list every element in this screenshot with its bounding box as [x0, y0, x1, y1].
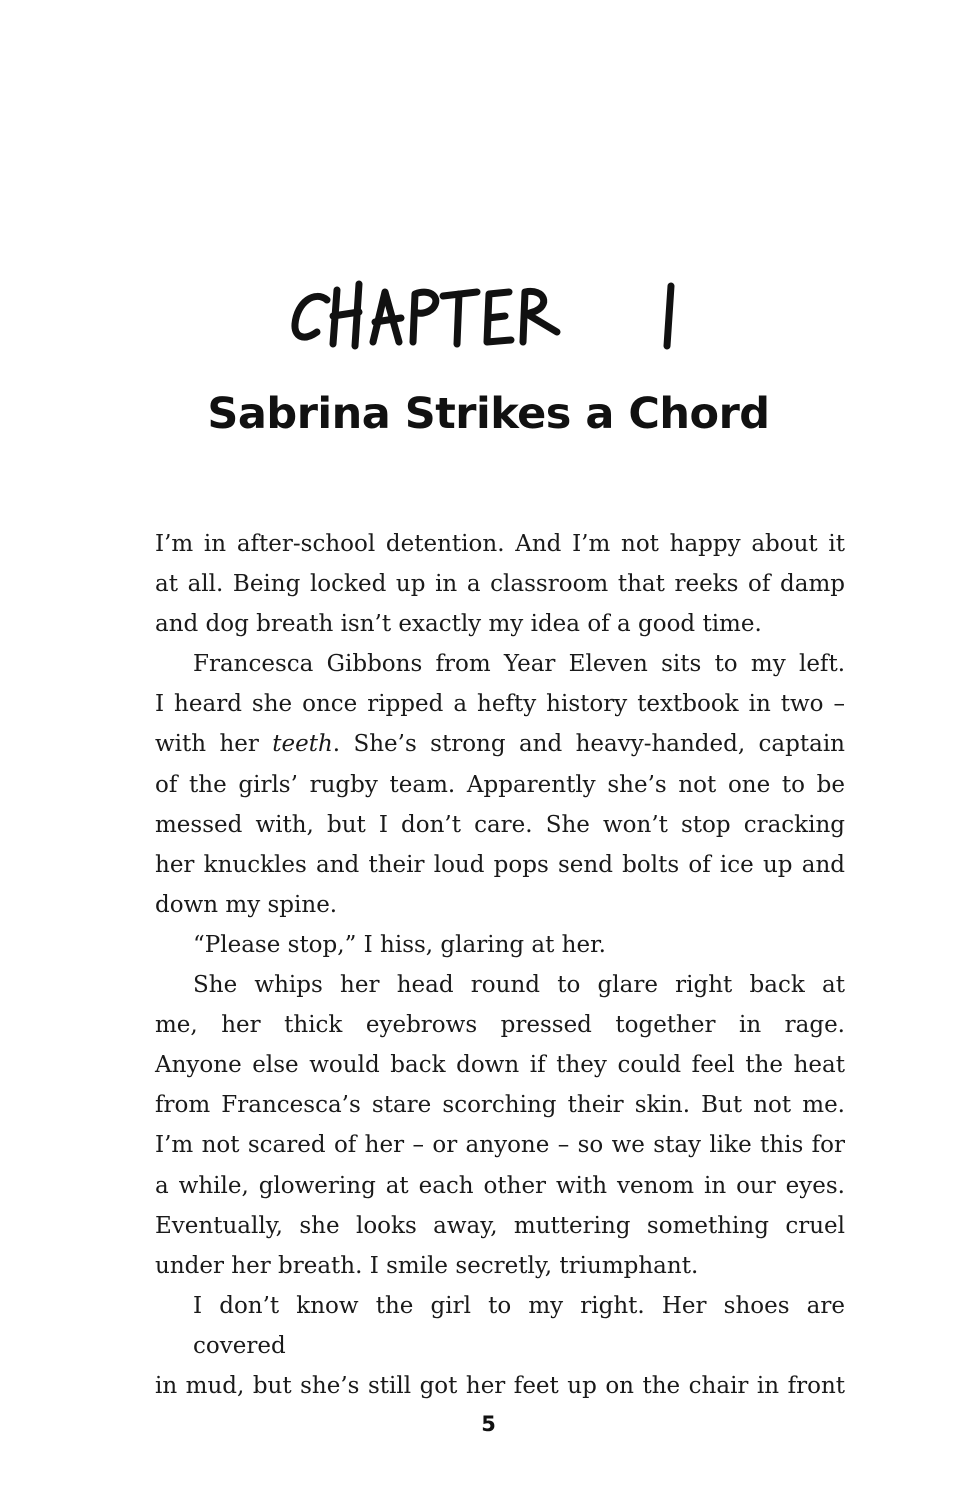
text-line: down my spine.: [155, 891, 338, 918]
chapter-label-lettering: [289, 262, 689, 362]
chapter-title: Sabrina Strikes a Chord: [207, 389, 770, 439]
text-line: “Please stop,” I hiss, glaring at her.: [193, 931, 606, 958]
text-segment: . She’s strong and heavy-handed, captain: [332, 731, 845, 758]
text-line: I’m not scared of her – or anyone – so we stay like this for: [155, 1132, 845, 1159]
text-line: of the girls’ rugby team. Apparently she’s not one to be: [155, 771, 845, 798]
text-line: from Francesca’s stare scorching their skin. But not me.: [155, 1092, 845, 1119]
text-line: in mud, but she’s still got her feet up on the chair in front: [155, 1372, 845, 1399]
text-line: at all. Being locked up in a classroom that reeks of damp: [155, 571, 845, 598]
chapter-heading: [0, 262, 977, 362]
page-number: 5: [481, 1412, 496, 1436]
text-line: under her breath. I smile secretly, triumphant.: [155, 1252, 699, 1279]
text-line: I heard she once ripped a hefty history textbook in two –: [155, 691, 845, 718]
text-line: and dog breath isn’t exactly my idea of a good time.: [155, 611, 762, 638]
text-line: messed with, but I don’t care. She won’t stop cracking: [155, 811, 845, 838]
text-line: Anyone else would back down if they could feel the heat: [155, 1052, 845, 1079]
text-line: Francesca Gibbons from Year Eleven sits to my left.: [193, 651, 845, 678]
text-line: [155, 724, 845, 764]
text-line: me, her thick eyebrows pressed together in rage.: [155, 1012, 845, 1039]
text-line: Eventually, she looks away, muttering something cruel: [155, 1212, 845, 1239]
text-segment: with her: [155, 731, 273, 758]
emphasis-text: teeth: [272, 731, 333, 758]
text-line: a while, glowering at each other with venom in our eyes.: [155, 1172, 845, 1199]
body-text: [155, 524, 845, 1406]
text-line: I don’t know the girl to my right. Her shoes are covered: [193, 1292, 845, 1359]
text-line: her knuckles and their loud pops send bolts of ice up and: [155, 851, 845, 878]
text-line: I’m in after-school detention. And I’m not happy about it: [155, 531, 845, 557]
text-line: She whips her head round to glare right back at: [193, 972, 845, 999]
